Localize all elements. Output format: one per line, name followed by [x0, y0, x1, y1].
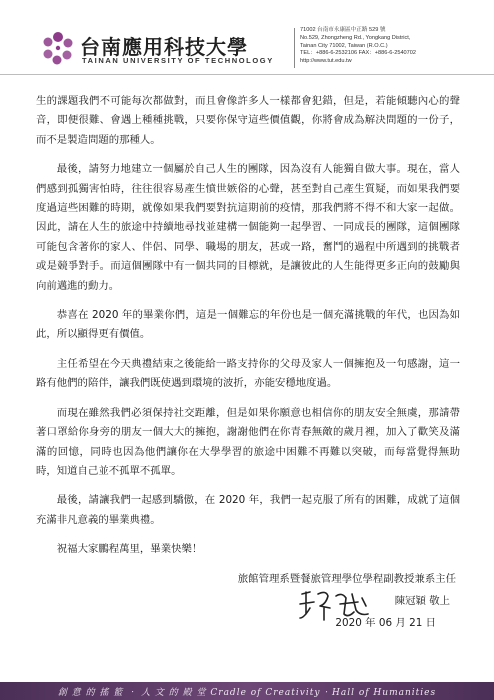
letterhead	[0, 0, 494, 75]
address-line: TEL：+886-6-2532106 FAX：+886-6-2540702	[300, 50, 416, 57]
signer-department: 旅館管理系暨餐旅管理學位學程副教授兼系主任	[237, 573, 456, 585]
letter-paragraph: 生的課題我們不可能每次都做對，而且會像許多人一樣都會犯錯，但是，若能傾聽內心的聲音，即便很難、會遇上種種挑戰，只要你保守這些價值觀，你將會成為解決問題的一份子，而不是製造問題的那種人。	[36, 95, 460, 146]
letter-paragraph: 最後，請讓我們一起感到驕傲，在 2020 年，我們一起克服了所有的困難，成就了這個充滿非凡意義的畢業典禮。	[36, 494, 460, 526]
letter-paragraph: 而現在雖然我們必須保持社交距離，但是如果你願意也相信你的朋友安全無虞，那請帶著口罩給你身旁的朋友一個大大的擁抱，謝謝他們在你青春無敵的歲月裡，加入了歡笑及滿滿的回憶，同時也因為他們讓你在大學學習的旅途中困難不再難以突破，而每當覺得無助時，知道自己並不孤單不孤單。	[36, 406, 460, 477]
university-name-zh: 台南應用科技大學	[80, 35, 248, 59]
address-line: http://www.tut.edu.tw	[300, 58, 352, 65]
letter-date: 2020 年 06 月 21 日	[335, 617, 436, 629]
signer-name: 陳冠穎 敬上	[394, 595, 450, 607]
address-line: No.529, Zhongzheng Rd., Yongkang District,	[300, 34, 411, 41]
footer-banner	[0, 682, 494, 700]
address-line: 71002 台南市永康區中正路 529 號	[300, 27, 386, 33]
signature-block	[0, 570, 494, 630]
university-name-en: TAINAN UNIVERSITY OF TECHNOLOGY	[82, 56, 274, 65]
letter-paragraph: 恭喜在 2020 年的畢業你們，這是一個難忘的年份也是一個充滿挑戰的年代，也因為如此，所以顯得更有價值。	[36, 309, 460, 341]
footer-slogan: 創 意 的 搖 籃 ‧ 人 文 的 殿 堂 Cradle of Creativity ‧ Hall of Humanities	[57, 687, 437, 698]
letter-body	[36, 92, 460, 570]
address-line: Tainan City 71002, Taiwan (R.O.C.)	[300, 42, 388, 49]
university-logo-icon	[40, 30, 76, 66]
letter-paragraph: 最後，請努力地建立一個屬於自己人生的團隊，因為沒有人能獨自做大事。現在，當人們感到孤獨害怕時，往往很容易產生憤世嫉俗的心聲，甚至對自己產生質疑，而如果我們要度過這些困難的時期，就像如果我們要對抗這期前的疫情，那我們將不得不和大家一起做。因此，請在人生的旅途中持續地尋找並建構一個能夠一起學習、一同成長的團隊，這個團隊可能包含著你的家人、伴侶、同學、職場的朋友，甚或一路，奮鬥的過程中所遇到的挑戰者或是競爭對手。而這個團隊中有一個共同的目標就，是讓彼此的人生能得更多正向的鼓勵與向前邁進的動力。	[36, 163, 460, 292]
header-divider	[294, 28, 295, 68]
university-address	[300, 27, 490, 66]
letter-paragraph: 祝福大家鵬程萬里，畢業快樂！	[56, 543, 203, 556]
letter-paragraph: 主任希望在今天典禮結束之後能給一路支持你的父母及家人一個擁抱及一句感謝，這一路有他們的陪伴，讓我們既使遇到環境的波折，亦能安穩地度過。	[36, 357, 460, 390]
